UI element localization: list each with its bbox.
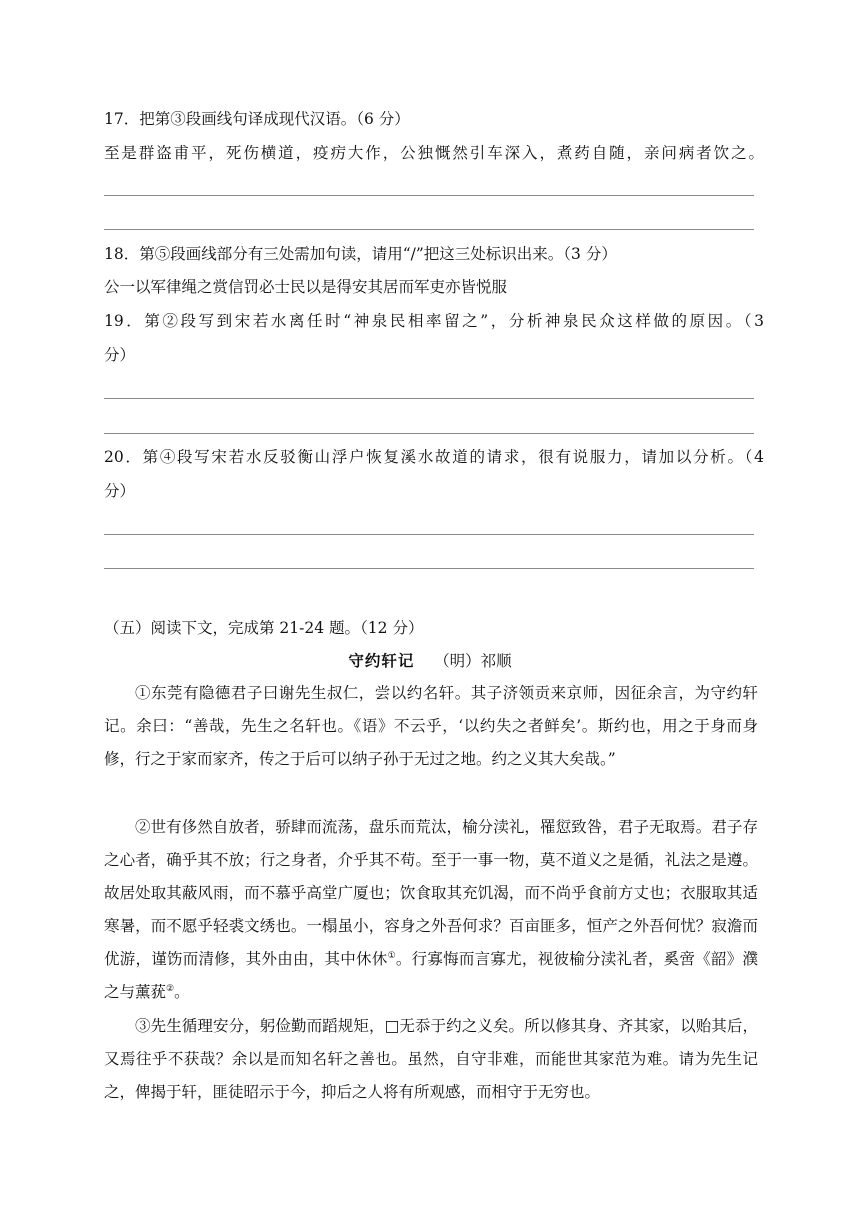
question-17-sentence: 至是群盗甫平，死伤横道，疫疠大作，公独慨然引车深入，煮药自随，亲问病者饮之。 — [104, 144, 764, 162]
paragraph-3: ③先生循理安分，躬俭勤而蹈规矩，□无忝于约之义矣。所以修其身、齐其家，以贻其后，又焉往乎不获哉？余以是而知名轩之善也。虽然，自守非难，而能世其家范为难。请为先生记之，俾揭于轩，匪徒昭示于今，抑后之人将有所观感，而相守于无穷也。 — [104, 1017, 758, 1101]
question-17: 17．把第③段画线句译成现代汉语。（6 分） — [104, 110, 410, 128]
answer-line[interactable] — [104, 534, 754, 535]
paragraph-2-text-b: 。行寡悔而言寡尤，视彼榆分渎礼者，奚啻《韶》濮之与薰莸 — [104, 950, 758, 1001]
question-19: 19．第②段写到宋若水离任时“神泉民相率留之”，分析神泉民众这样做的原因。（3 — [104, 312, 764, 330]
answer-line[interactable] — [104, 433, 754, 434]
answer-line[interactable] — [104, 568, 754, 569]
question-19-continued: 分） — [104, 346, 136, 364]
paragraph-2-text-c: 。 — [174, 983, 190, 1001]
paragraph-1: ①东莞有隐德君子曰谢先生叔仁，尝以约名轩。其子济领贡来京师，因征余言，为守约轩记。余曰：“善哉，先生之名轩也。《语》不云乎，‘以约失之者鲜矣’。斯约也，用之于身而身修，行之于家而家齐，传之于后可以纳子孙于无过之地。约之义其大矣哉。” — [104, 684, 758, 768]
article-author: （明）祁顺 — [434, 652, 512, 670]
paragraph-2 — [104, 811, 758, 1009]
footnote-marker-1: ① — [387, 951, 396, 961]
question-18: 18．第⑤段画线部分有三处需加句读，请用“/”把这三处标识出来。（3 分） — [104, 245, 617, 263]
question-20: 20．第④段写宋若水反驳衡山浮户恢复溪水故道的请求，很有说服力，请加以分析。（4 — [104, 448, 764, 466]
paragraph-2-text-a: ②世有侈然自放者，骄肆而流荡，盘乐而荒汰，榆分渎礼，罹愆致咎，君子无取焉。君子存之心者，确乎其不放；行之身者，介乎其不苟。至于一事一物，莫不道义之是循，礼法之是遵。故居处取其蔽风雨，而不慕乎高堂广厦也；饮食取其充饥渴，而不尚乎食前方丈也；衣服取其适寒暑，而不愿乎轻裘文绣也。一榻虽小，容身之外吾何求？百亩匪多，恒产之外吾何忧？寂澹而优游，谨饬而清修，其外由由，其中休休 — [104, 818, 758, 968]
question-18-sentence: 公一以军律绳之赏信罚必士民以是得安其居而军吏亦皆悦服 — [104, 278, 508, 296]
article-title: 守约轩记 — [348, 652, 415, 670]
question-20-continued: 分） — [104, 482, 136, 500]
section-heading: （五）阅读下文，完成第 21-24 题。（12 分） — [104, 619, 424, 637]
footnote-marker-2: ② — [166, 984, 175, 994]
answer-line[interactable] — [104, 195, 754, 196]
answer-line[interactable] — [104, 398, 754, 399]
article-title-line — [0, 650, 860, 672]
answer-line[interactable] — [104, 229, 754, 230]
